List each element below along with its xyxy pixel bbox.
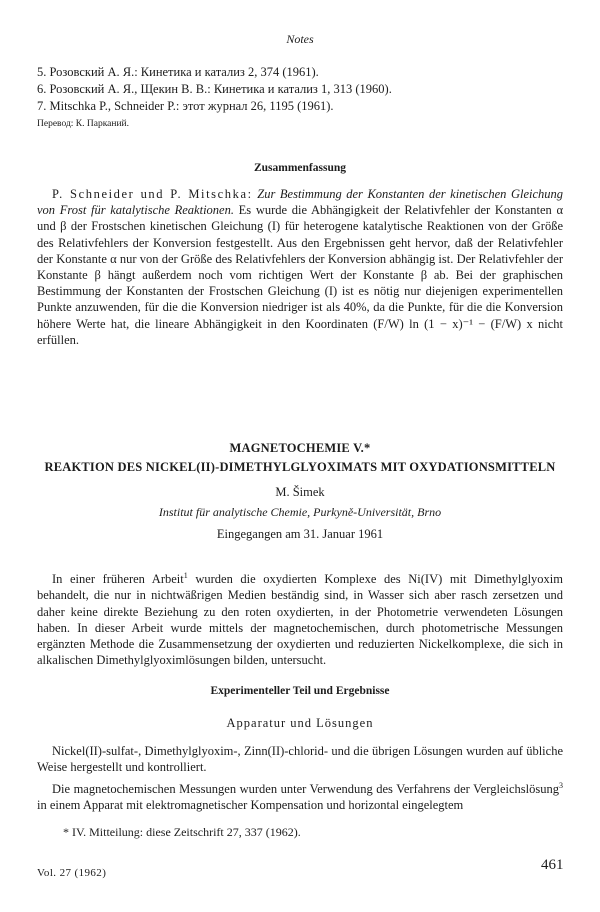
reference-text: Mitschka P., Schneider P.: этот журнал 26, 1195 (1961).	[49, 99, 334, 113]
reference-text: Розовский А. Я.: Кинетика и катализ 2, 374 (1961).	[49, 65, 319, 79]
apparatus-subheading: Apparatur und Lösungen	[226, 716, 374, 730]
reference-number: 7.	[37, 99, 47, 113]
reference-item	[37, 81, 557, 98]
reference-number: 6.	[37, 82, 47, 96]
summary-paragraph	[37, 186, 563, 348]
summary-heading: Zusammenfassung	[253, 162, 347, 174]
solutions-paragraph	[37, 743, 563, 775]
article-affiliation: Institut für analytische Chemie, Purkyně-Universität, Brno	[158, 505, 442, 519]
running-head: Notes	[286, 32, 314, 46]
reference-text: Розовский А. Я., Щекин В. В.: Кинетика и катализ 1, 313 (1960).	[49, 82, 392, 96]
measurement-text-start: Die magnetochemischen Messungen wurden unter Verwendung des Verfahrens der Vergleichslösung	[52, 782, 559, 797]
experimental-heading: Experimenteller Teil und Ergebnisse	[210, 685, 390, 697]
reference-item	[37, 98, 557, 115]
footnote: * IV. Mitteilung: diese Zeitschrift 27, 337 (1962).	[63, 825, 301, 839]
article-author: M. Šimek	[275, 485, 325, 499]
summary-title: Zur Bestimmung der Konstanten der kinetischen Gleichung von Frost für katalytische Reaktionen.	[37, 187, 564, 218]
summary-authors: P. Schneider und P. Mitschka:	[52, 187, 253, 201]
measurement-paragraph	[37, 778, 563, 814]
measurement-text-rest: in einem Apparat mit elektromagnetischer Kompensation und horizontal eingelegtem	[37, 798, 464, 813]
article-title: REAKTION DES NICKEL(II)-DIMETHYLGLYOXIMATS MIT OXYDATIONSMITTELN	[44, 460, 556, 474]
reference-number: 5.	[37, 65, 47, 79]
intro-text-rest: wurden die oxydierten Komplexe des Ni(IV) mit Dimethylglyoxim behandelt, die nur in nichtwäßrigen Medien beständig sind, in Wasser sich aber rasch zersetzen und daher keine direkte Beziehung zu den roten oxydierten, in der Photometrie verwendeten Lösungen haben. In dieser Arbeit wurde mittels der magnetochemischen, durch photometrische Messungen ergänzten Methode die Zusammensetzung der oxydierten und reduzierten Nickelkomplexe, die sich in alkalischen Dimethylglyoximlösungen bilden, untersucht.	[37, 572, 563, 668]
reference-item	[37, 64, 557, 81]
volume-info: Vol. 27 (1962)	[37, 867, 107, 879]
summary-body: Es wurde die Abhängigkeit der Relativfehler der Konstanten α und β der Frostschen kinetischen Gleichung (I) für heterogene katalytische Reaktionen von der Größe des Relativfehlers der Konversion festgestellt. Aus den Ergebnissen geht hervor, daß der Relativfehler der Konstante α nur von der Größe des Relativfehlers der Konversion abhängig ist. Der Relativfehler der Konstante β hängt außerdem noch vom richtigen Wert der Konstante β ab. Bei der graphischen Bestimmung der Konstanten der Frostschen Gleichung (I) ist es nötig nur diejenigen experimentellen Punkte anzuwenden, für die die Konversion niedriger ist als 40%, da die Punkte, für die die Konversion höhere Werte hat, die lineare Abhängigkeit in den Koordinaten (F/W) ln (1 − x)⁻¹ − (F/W) x nicht erfüllen.	[37, 203, 564, 347]
page-number: 461	[541, 857, 564, 873]
citation-superscript: 3	[559, 781, 563, 790]
translator-credit: Перевод: К. Парканий.	[37, 119, 130, 129]
intro-text-start: In einer früheren Arbeit	[52, 572, 184, 587]
reference-list	[37, 64, 557, 115]
intro-paragraph	[37, 568, 563, 668]
citation-superscript: 1	[183, 571, 188, 580]
solutions-text: Nickel(II)-sulfat-, Dimethylglyoxim-, Zinn(II)-chlorid- und die übrigen Lösungen wurden auf übliche Weise hergestellt und kontrolliert.	[37, 744, 563, 775]
article-series: MAGNETOCHEMIE V.*	[229, 441, 371, 455]
received-date: Eingegangen am 31. Januar 1961	[216, 527, 384, 541]
